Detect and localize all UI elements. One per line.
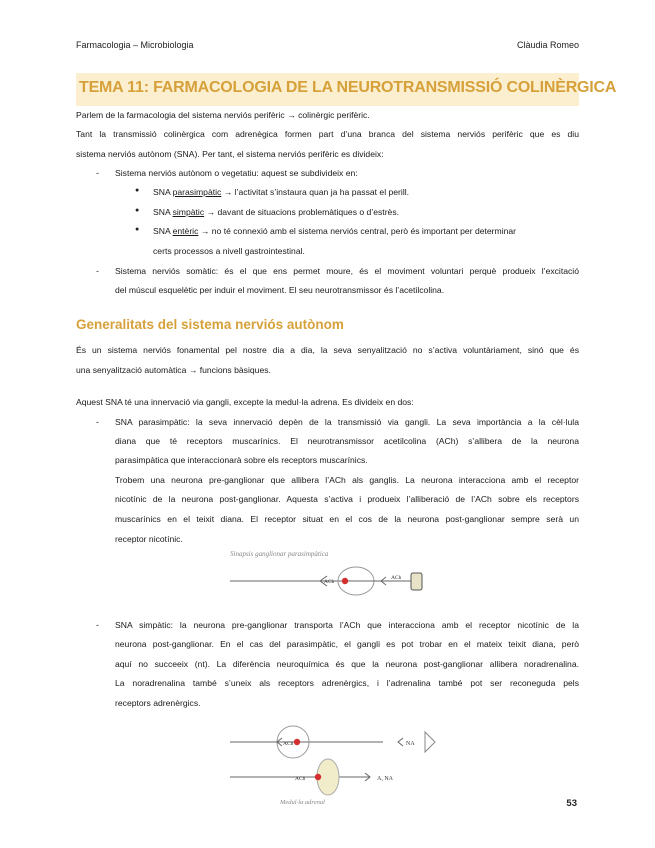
list-item-somatic-2: del múscul esquelètic per induir el moviment. El seu neurotransmissor és l’acetilcolina. (115, 285, 445, 295)
parasympathetic-line-6: muscarínics en el teixit diana. El receptor situat en el cos de la neurona post-ganglionar sempre serà un (115, 514, 579, 524)
list-dash: - (96, 417, 99, 427)
parasympathetic-line-1: SNA parasimpàtic: la seva innervació depèn de la transmissió via gangli. La seva importància a la cèl·lula (115, 417, 579, 427)
figure1-caption: Sinapsis ganglionar parasimpàtica (230, 550, 329, 558)
section-heading: Generalitats del sistema nerviós autònom (76, 317, 344, 332)
list-dash: - (96, 620, 99, 630)
section-p2: Aquest SNA té una innervació via gangli, excepte la medul·la adrena. Es divideix en dos: (76, 397, 414, 407)
bullet-icon: ● (135, 226, 140, 233)
intro-line-2: Tant la transmissió colinèrgica com adrenègica formen part d’una branca del sistema nerviós perifèric que es diu (76, 129, 579, 139)
sympathetic-line-3: aquí no succeeix (nt). La diferència neuroquímica és que la neurona post-ganglionar allibera noradrenalina. (115, 659, 579, 669)
figure2-label-4: A, NA (377, 776, 393, 782)
section-p1-line-2: una senyalització automàtica → funcions bàsiques. (76, 365, 271, 375)
parasympathetic-line-2: diana que té receptors muscarínics. El neurotransmissor acetilcolina (ACh) s’allibera de la neurona (115, 436, 579, 446)
page-title: TEMA 11: FARMACOLOGIA DE LA NEUROTRANSMISSIÓ COLINÈRGICA (79, 79, 617, 96)
figure2-caption: Medul·la adrenal (280, 799, 325, 806)
header-right: Clàudia Romeo (516, 40, 579, 50)
figure2-label-2: NA (406, 741, 415, 747)
sympathetic-line-1: SNA simpàtic: la neurona pre-ganglionar transporta l’ACh que interacciona amb el receptor nicotínic de la (115, 620, 579, 630)
figure2-label-3: ACh (295, 776, 306, 782)
sympathetic-line-2: neurona post-ganglionar. En el cas del parasimpàtic, el gangli es pot trobar en el mateix teixit diana, però (115, 639, 579, 649)
list-item-autonomic: Sistema nerviós autònom o vegetatiu: aquest se subdivideix en: (115, 168, 358, 178)
intro-line-3: sistema nerviós autònom (SNA). Per tant, el sistema nerviós perifèric es divideix: (76, 149, 384, 159)
sub-item-parasympathetic: SNA parasimpàtic → l’activitat s’instaura quan ja ha passat el perill. (153, 187, 410, 197)
sympathetic-adrenal-figure (225, 722, 445, 810)
sympathetic-line-5: receptors adrenèrgics. (115, 698, 201, 708)
title-band (76, 73, 617, 106)
bullet-icon: ● (135, 207, 140, 214)
page-number: 53 (566, 798, 577, 809)
parasympathetic-line-5: nicotínic de la neurona post-ganglionar. Aquesta s’activa i produeix l’alliberació de l’ACh sobre els receptors (115, 494, 579, 504)
figure2-label-1: ACh (283, 741, 294, 747)
sub-item-enteric: SNA entèric → no té connexió amb el sistema nerviós central, però és important per determinar (153, 226, 517, 236)
sympathetic-line-4: La noradrenalina també s’uneix als receptors adrenèrgics, i l’adrenalina també pot ser reconeguda pels (115, 678, 579, 688)
bullet-icon: ● (135, 187, 140, 194)
section-p1-line-1: És un sistema nerviós fonamental pel nostre dia a dia, la seva senyalització no s’activa voluntàriament, sinó que és (76, 345, 579, 355)
parasympathetic-synapse-figure (225, 547, 435, 602)
list-dash: - (96, 266, 99, 276)
intro-line-1: Parlem de la farmacologia del sistema nerviós perifèric → colinèrgic perifèric. (76, 110, 370, 120)
list-item-somatic-1: Sistema nerviós somàtic: és el que ens permet moure, és el moviment voluntari perquè produeix l’excitació (115, 266, 579, 276)
header-left: Farmacologia – Microbiologia (76, 40, 194, 50)
sub-item-enteric-cont: certs processos a nivell gastrointestinal. (153, 246, 305, 256)
list-dash: - (96, 168, 99, 178)
parasympathetic-line-4: Trobem una neurona pre-ganglionar que allibera l’ACh als ganglis. La neurona interacciona amb el receptor (115, 475, 579, 485)
figure1-label-2: ACh (391, 575, 402, 581)
sub-item-sympathetic: SNA simpàtic → davant de situacions problemàtiques o d’estrès. (153, 207, 400, 217)
parasympathetic-line-3: parasimpàtica que interaccionarà sobre els receptors muscarínics. (115, 455, 368, 465)
figure1-label-1: ACh (324, 579, 335, 585)
parasympathetic-line-7: receptor nicotínic. (115, 534, 183, 544)
